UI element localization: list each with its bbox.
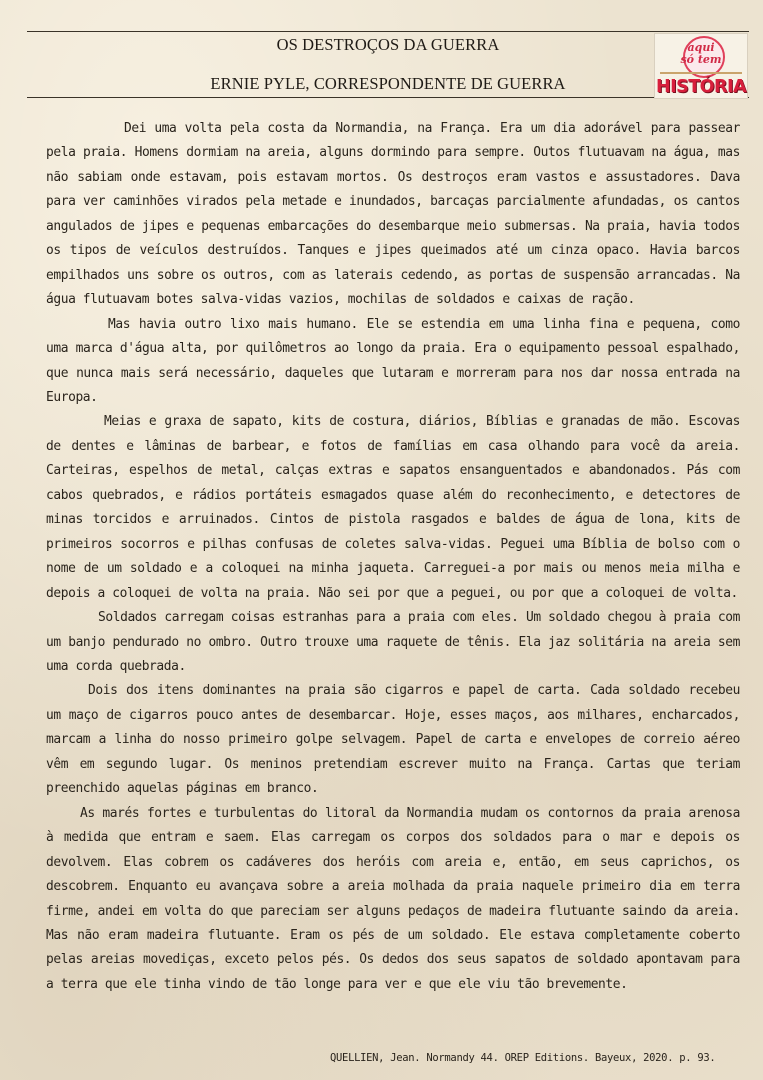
aqui-so-tem-historia-logo [654, 33, 748, 99]
document-subtitle: ERNIE PYLE, CORRESPONDENTE DE GUERRA [210, 74, 566, 93]
paragraph-1: Dei uma volta pela costa da Normandia, na França. Era um dia adorável para passear pela praia. Homens dormiam na areia, alguns dormindo para sempre. Outos flutuavam na água, mas não sabiam onde estavam, pois estavam mortos. Os destroços eram vastos e assustadores. Dava para ver caminhões virados pela metade e inundados, barcaças parcialmente afundadas, os cantos angulados de jipes e pequenas embarcações do desembarque meio submersas. Na praia, havia todos os tipos de veículos destruídos. Tanques e jipes queimados até um cinza opaco. Havia barcos empilhados uns sobre os outros, com as laterais cedendo, as portas de suspensão arrancadas. Na água flutuavam botes salva-vidas vazios, mochilas de soldados e caixas de ração. [46, 121, 740, 308]
document-title: OS DESTROÇOS DA GUERRA [276, 35, 500, 54]
logo-line-3: HISTÓRIA [655, 77, 747, 97]
paragraph-6: As marés fortes e turbulentas do litoral da Normandia mudam os contornos da praia arenosa à medida que entram e saem. Elas carregam os corpos dos soldados para o mar e depois os devolvem. Elas cobrem os cadáveres dos heróis com areia e, então, em seus caprichos, os descobrem. Enquanto eu avançava sobre a areia molhada da praia naquele primeiro dia em terra firme, andei em volta do que pareciam ser alguns pedaços de madeira flutuante saindo da areia. Mas não eram madeira flutuante. Eram os pés de um soldado. Ele estava completamente coberto pelas areias movediças, exceto pelos pés. Os dedos dos seus sapatos de soldado apontavam para a terra que ele tinha vindo de tão longe para ver e que ele viu tão brevemente. [46, 805, 740, 992]
paragraph-5: Dois dos itens dominantes na praia são cigarros e papel de carta. Cada soldado recebeu um maço de cigarros pouco antes de desembarcar. Hoje, esses maços, aos milhares, encharcados, marcam a linha do nosso primeiro golpe selvagem. Papel de carta e envelopes de correio aéreo vêm em segundo lugar. Os meninos pretendiam escrever muito na França. Cartas que teriam preenchido aquelas páginas em branco. [46, 683, 740, 797]
logo-line-2: só tem [680, 53, 722, 66]
logo-line-1: aqui [687, 41, 715, 54]
citation: QUELLIEN, Jean. Normandy 44. OREP Editions. Bayeux, 2020. p. 93. [330, 1052, 716, 1064]
header-bottom-rule [27, 97, 749, 98]
paragraph-4: Soldados carregam coisas estranhas para a praia com eles. Um soldado chegou à praia com um banjo pendurado no ombro. Outro trouxe uma raquete de tênis. Ela jaz solitária na areia sem uma corda quebrada. [46, 610, 740, 674]
article-body [46, 117, 740, 997]
header-top-rule [27, 31, 749, 32]
paragraph-3: Meias e graxa de sapato, kits de costura, diários, Bíblias e granadas de mão. Escovas de dentes e lâminas de barbear, e fotos de famílias em casa olhando para você da areia. Carteiras, espelhos de metal, calças extras e sapatos ensanguentados e abandonados. Pás com cabos quebrados, e rádios portáteis esmagados quase além do reconhecimento, e detectores de minas torcidos e arruinados. Cintos de pistola rasgados e baldes de água de lona, kits de primeiros socorros e pilhas confusas de coletes salva-vidas. Peguei uma Bíblia de bolso com o nome de um soldado e a coloquei na minha jaqueta. Carreguei-a por mais ou menos meia milha e depois a coloquei de volta na praia. Não sei por que a peguei, ou por que a coloquei de volta. [46, 414, 740, 601]
paragraph-2: Mas havia outro lixo mais humano. Ele se estendia em uma linha fina e pequena, como uma marca d'água alta, por quilômetros ao longo da praia. Era o equipamento pessoal espalhado, que nunca mais será necessário, daqueles que lutaram e morreram para nos dar nossa entrada na Europa. [46, 316, 740, 405]
